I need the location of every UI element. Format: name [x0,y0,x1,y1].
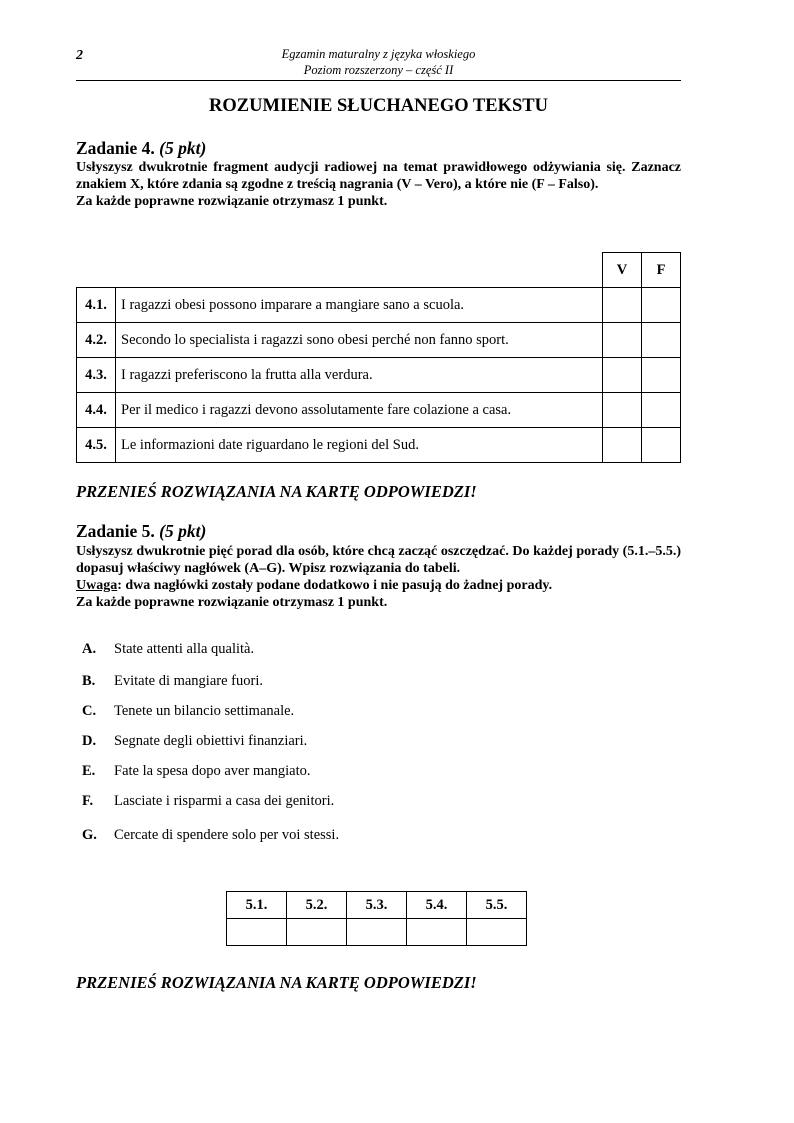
answer-header-cell: 5.2. [287,892,347,919]
checkbox-falso[interactable] [642,323,681,358]
heading-letter: A. [82,641,97,657]
answer-input-cell[interactable] [407,919,467,946]
answer-header-row [227,892,527,919]
heading-letter: E. [82,763,96,779]
statement-number: 4.1. [77,288,116,323]
table-row [77,393,681,428]
statement-number: 4.2. [77,323,116,358]
checkbox-vero[interactable] [603,288,642,323]
task5-instructions [76,543,681,611]
table-header-row [77,253,681,288]
task5-scoring: Za każde poprawne rozwiązanie otrzymasz 1 punkt. [76,595,388,610]
answer-input-cell[interactable] [287,919,347,946]
task5-note-label: Uwaga [76,578,118,593]
header-exam-title: Egzamin maturalny z języka włoskiego [281,47,476,61]
task4-points: (5 pkt) [159,138,207,158]
task5-instruction-text: Usłyszysz dwukrotnie pięć porad dla osób, które chcą zacząć oszczędzać. Do każdej porady (5.1.–5.5.) dopasuj właściwy nagłówek (A–G). Wpisz rozwiązania do tabeli. [76,544,681,576]
table-row [77,288,681,323]
statement-number: 4.5. [77,428,116,463]
statement-number: 4.4. [77,393,116,428]
task4-instructions [76,159,681,210]
section-title: ROZUMIENIE SŁUCHANEGO TEKSTU [209,96,548,116]
statement-text: Secondo lo specialista i ragazzi sono obesi perché non fanno sport. [116,323,603,358]
heading-letter: F. [82,793,94,809]
checkbox-vero[interactable] [603,323,642,358]
heading-text: Cercate di spendere solo per voi stessi. [114,827,340,843]
header-divider [76,80,681,81]
heading-letter: G. [82,827,97,843]
task5-points: (5 pkt) [159,521,207,541]
heading-text: Fate la spesa dopo aver mangiato. [114,763,311,779]
heading-text: State attenti alla qualità. [114,641,255,657]
task5-note-text: : dwa nagłówki zostały podane dodatkowo i nie pasują do żadnej porady. [117,578,553,593]
heading-text: Lasciate i risparmi a casa dei genitori. [114,793,335,809]
table-row [77,428,681,463]
heading-text: Tenete un bilancio settimanale. [114,703,295,719]
task5-title [76,521,206,542]
statement-text: I ragazzi preferiscono la frutta alla verdura. [116,358,603,393]
answer-input-row [227,919,527,946]
column-header-vero: V [603,253,642,288]
task4-title-label: Zadanie 4. [76,138,155,158]
answer-header-cell: 5.4. [407,892,467,919]
statement-text: I ragazzi obesi possono imparare a mangiare sano a scuola. [116,288,603,323]
answer-header-cell: 5.3. [347,892,407,919]
answer-table [226,891,527,946]
page-header [76,46,681,78]
checkbox-vero[interactable] [603,358,642,393]
heading-letter: D. [82,733,97,749]
answer-header-cell: 5.1. [227,892,287,919]
page-number: 2 [76,48,83,63]
task5-note [76,577,681,594]
answer-input-cell[interactable] [347,919,407,946]
answer-header-cell: 5.5. [467,892,527,919]
header-level: Poziom rozszerzony – część II [303,63,454,77]
task4-title [76,138,206,159]
true-false-table [76,252,681,463]
heading-text: Segnate degli obiettivi finanziari. [114,733,308,749]
statement-text: Per il medico i ragazzi devono assolutamente fare colazione a casa. [116,393,603,428]
task4-instruction-text: Usłyszysz dwukrotnie fragment audycji radiowej na temat prawidłowego odżywiania się. Zaznacz znakiem X, które zdania są zgodne z treścią nagrania (V – Vero), a które nie (F – Falso). [76,160,681,192]
checkbox-vero[interactable] [603,393,642,428]
blank-header-cell [77,253,603,288]
checkbox-falso[interactable] [642,428,681,463]
table-row [77,358,681,393]
checkbox-falso[interactable] [642,393,681,428]
answer-input-cell[interactable] [467,919,527,946]
heading-text: Evitate di mangiare fuori. [114,673,263,689]
statement-number: 4.3. [77,358,116,393]
task5-transfer-note: PRZENIEŚ ROZWIĄZANIA NA KARTĘ ODPOWIEDZI! [76,973,477,992]
statement-text: Le informazioni date riguardano le regioni del Sud. [116,428,603,463]
checkbox-falso[interactable] [642,358,681,393]
checkbox-falso[interactable] [642,288,681,323]
checkbox-vero[interactable] [603,428,642,463]
heading-letter: B. [82,673,96,689]
answer-input-cell[interactable] [227,919,287,946]
table-row [77,323,681,358]
task4-scoring: Za każde poprawne rozwiązanie otrzymasz 1 punkt. [76,194,388,209]
task4-transfer-note: PRZENIEŚ ROZWIĄZANIA NA KARTĘ ODPOWIEDZI! [76,482,477,501]
heading-letter: C. [82,703,97,719]
column-header-falso: F [642,253,681,288]
task5-title-label: Zadanie 5. [76,521,155,541]
